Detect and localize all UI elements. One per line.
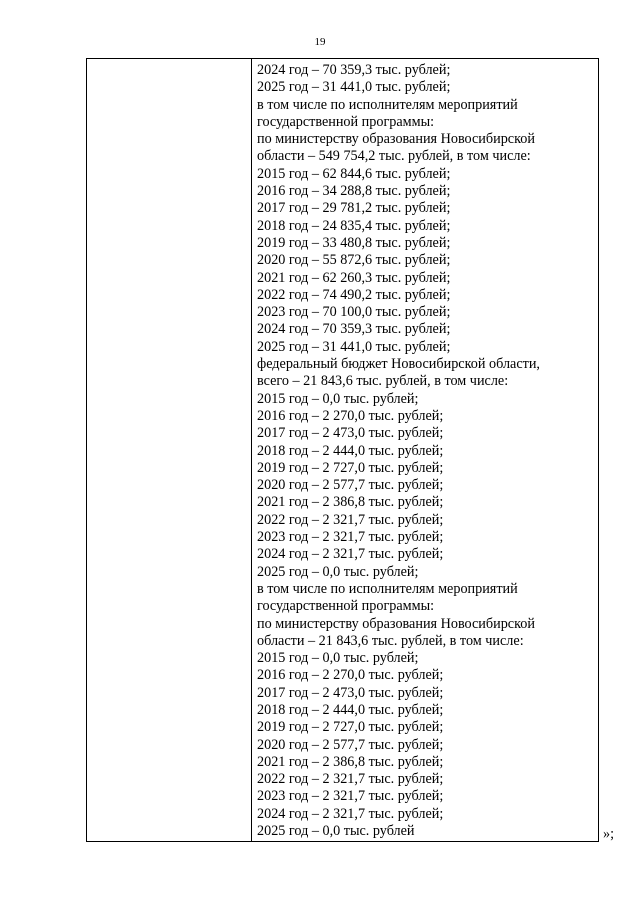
text-line: 2022 год – 74 490,2 тыс. рублей; [257,286,451,303]
text-line: по министерству образования Новосибирской [257,615,535,632]
text-line: в том числе по исполнителям мероприятий [257,580,518,597]
text-line: 2023 год – 2 321,7 тыс. рублей; [257,529,444,546]
text-line: 2022 год – 2 321,7 тыс. рублей; [257,511,444,528]
text-line: 2025 год – 31 441,0 тыс. рублей; [257,79,451,96]
text-line: всего – 21 843,6 тыс. рублей, в том числе: [257,373,509,390]
text-line: 2024 год – 2 321,7 тыс. рублей; [257,546,444,563]
text-line: области – 21 843,6 тыс. рублей, в том числе: [257,632,524,649]
text-line: 2021 год – 2 386,8 тыс. рублей; [257,494,444,511]
text-line: 2019 год – 33 480,8 тыс. рублей; [257,234,451,251]
text-line: 2016 год – 34 288,8 тыс. рублей; [257,183,451,200]
budget-table [86,58,599,842]
text-line: 2017 год – 2 473,0 тыс. рублей; [257,684,444,701]
table-right-cell [252,59,598,841]
text-line: 2023 год – 70 100,0 тыс. рублей; [257,304,451,321]
text-line: 2015 год – 0,0 тыс. рублей; [257,650,419,667]
text-line: 2024 год – 2 321,7 тыс. рублей; [257,805,444,822]
text-line: 2018 год – 2 444,0 тыс. рублей; [257,701,444,718]
text-line: 2025 год – 0,0 тыс. рублей [257,823,415,840]
text-line: государственной программы: [257,113,435,130]
text-line: 2020 год – 2 577,7 тыс. рублей; [257,736,444,753]
text-line: 2018 год – 2 444,0 тыс. рублей; [257,442,444,459]
text-line: федеральный бюджет Новосибирской области, [257,356,540,373]
text-line: 2025 год – 0,0 тыс. рублей; [257,563,419,580]
text-line: 2015 год – 62 844,6 тыс. рублей; [257,165,451,182]
text-line: 2020 год – 2 577,7 тыс. рублей; [257,477,444,494]
text-line: в том числе по исполнителям мероприятий [257,96,518,113]
text-line: 2017 год – 2 473,0 тыс. рублей; [257,425,444,442]
text-line: 2016 год – 2 270,0 тыс. рублей; [257,407,444,424]
text-line: 2021 год – 2 386,8 тыс. рублей; [257,753,444,770]
text-line: 2016 год – 2 270,0 тыс. рублей; [257,667,444,684]
text-line: 2020 год – 55 872,6 тыс. рублей; [257,252,451,269]
text-line: 2021 год – 62 260,3 тыс. рублей; [257,269,451,286]
table-left-cell [87,59,252,841]
text-line: 2022 год – 2 321,7 тыс. рублей; [257,771,444,788]
text-line: 2025 год – 31 441,0 тыс. рублей; [257,338,451,355]
text-line: 2019 год – 2 727,0 тыс. рублей; [257,459,444,476]
text-line: по министерству образования Новосибирской [257,131,535,148]
text-line: государственной программы: [257,598,435,615]
closing-quote: »; [603,826,615,842]
text-line: 2024 год – 70 359,3 тыс. рублей; [257,321,451,338]
text-line: 2017 год – 29 781,2 тыс. рублей; [257,200,451,217]
text-line: 2023 год – 2 321,7 тыс. рублей; [257,788,444,805]
text-line: 2018 год – 24 835,4 тыс. рублей; [257,217,451,234]
text-line: области – 549 754,2 тыс. рублей, в том числе: [257,148,531,165]
text-line: 2024 год – 70 359,3 тыс. рублей; [257,62,451,78]
text-line: 2019 год – 2 727,0 тыс. рублей; [257,719,444,736]
page-number: 19 [314,36,326,48]
text-line: 2015 год – 0,0 тыс. рублей; [257,390,419,407]
